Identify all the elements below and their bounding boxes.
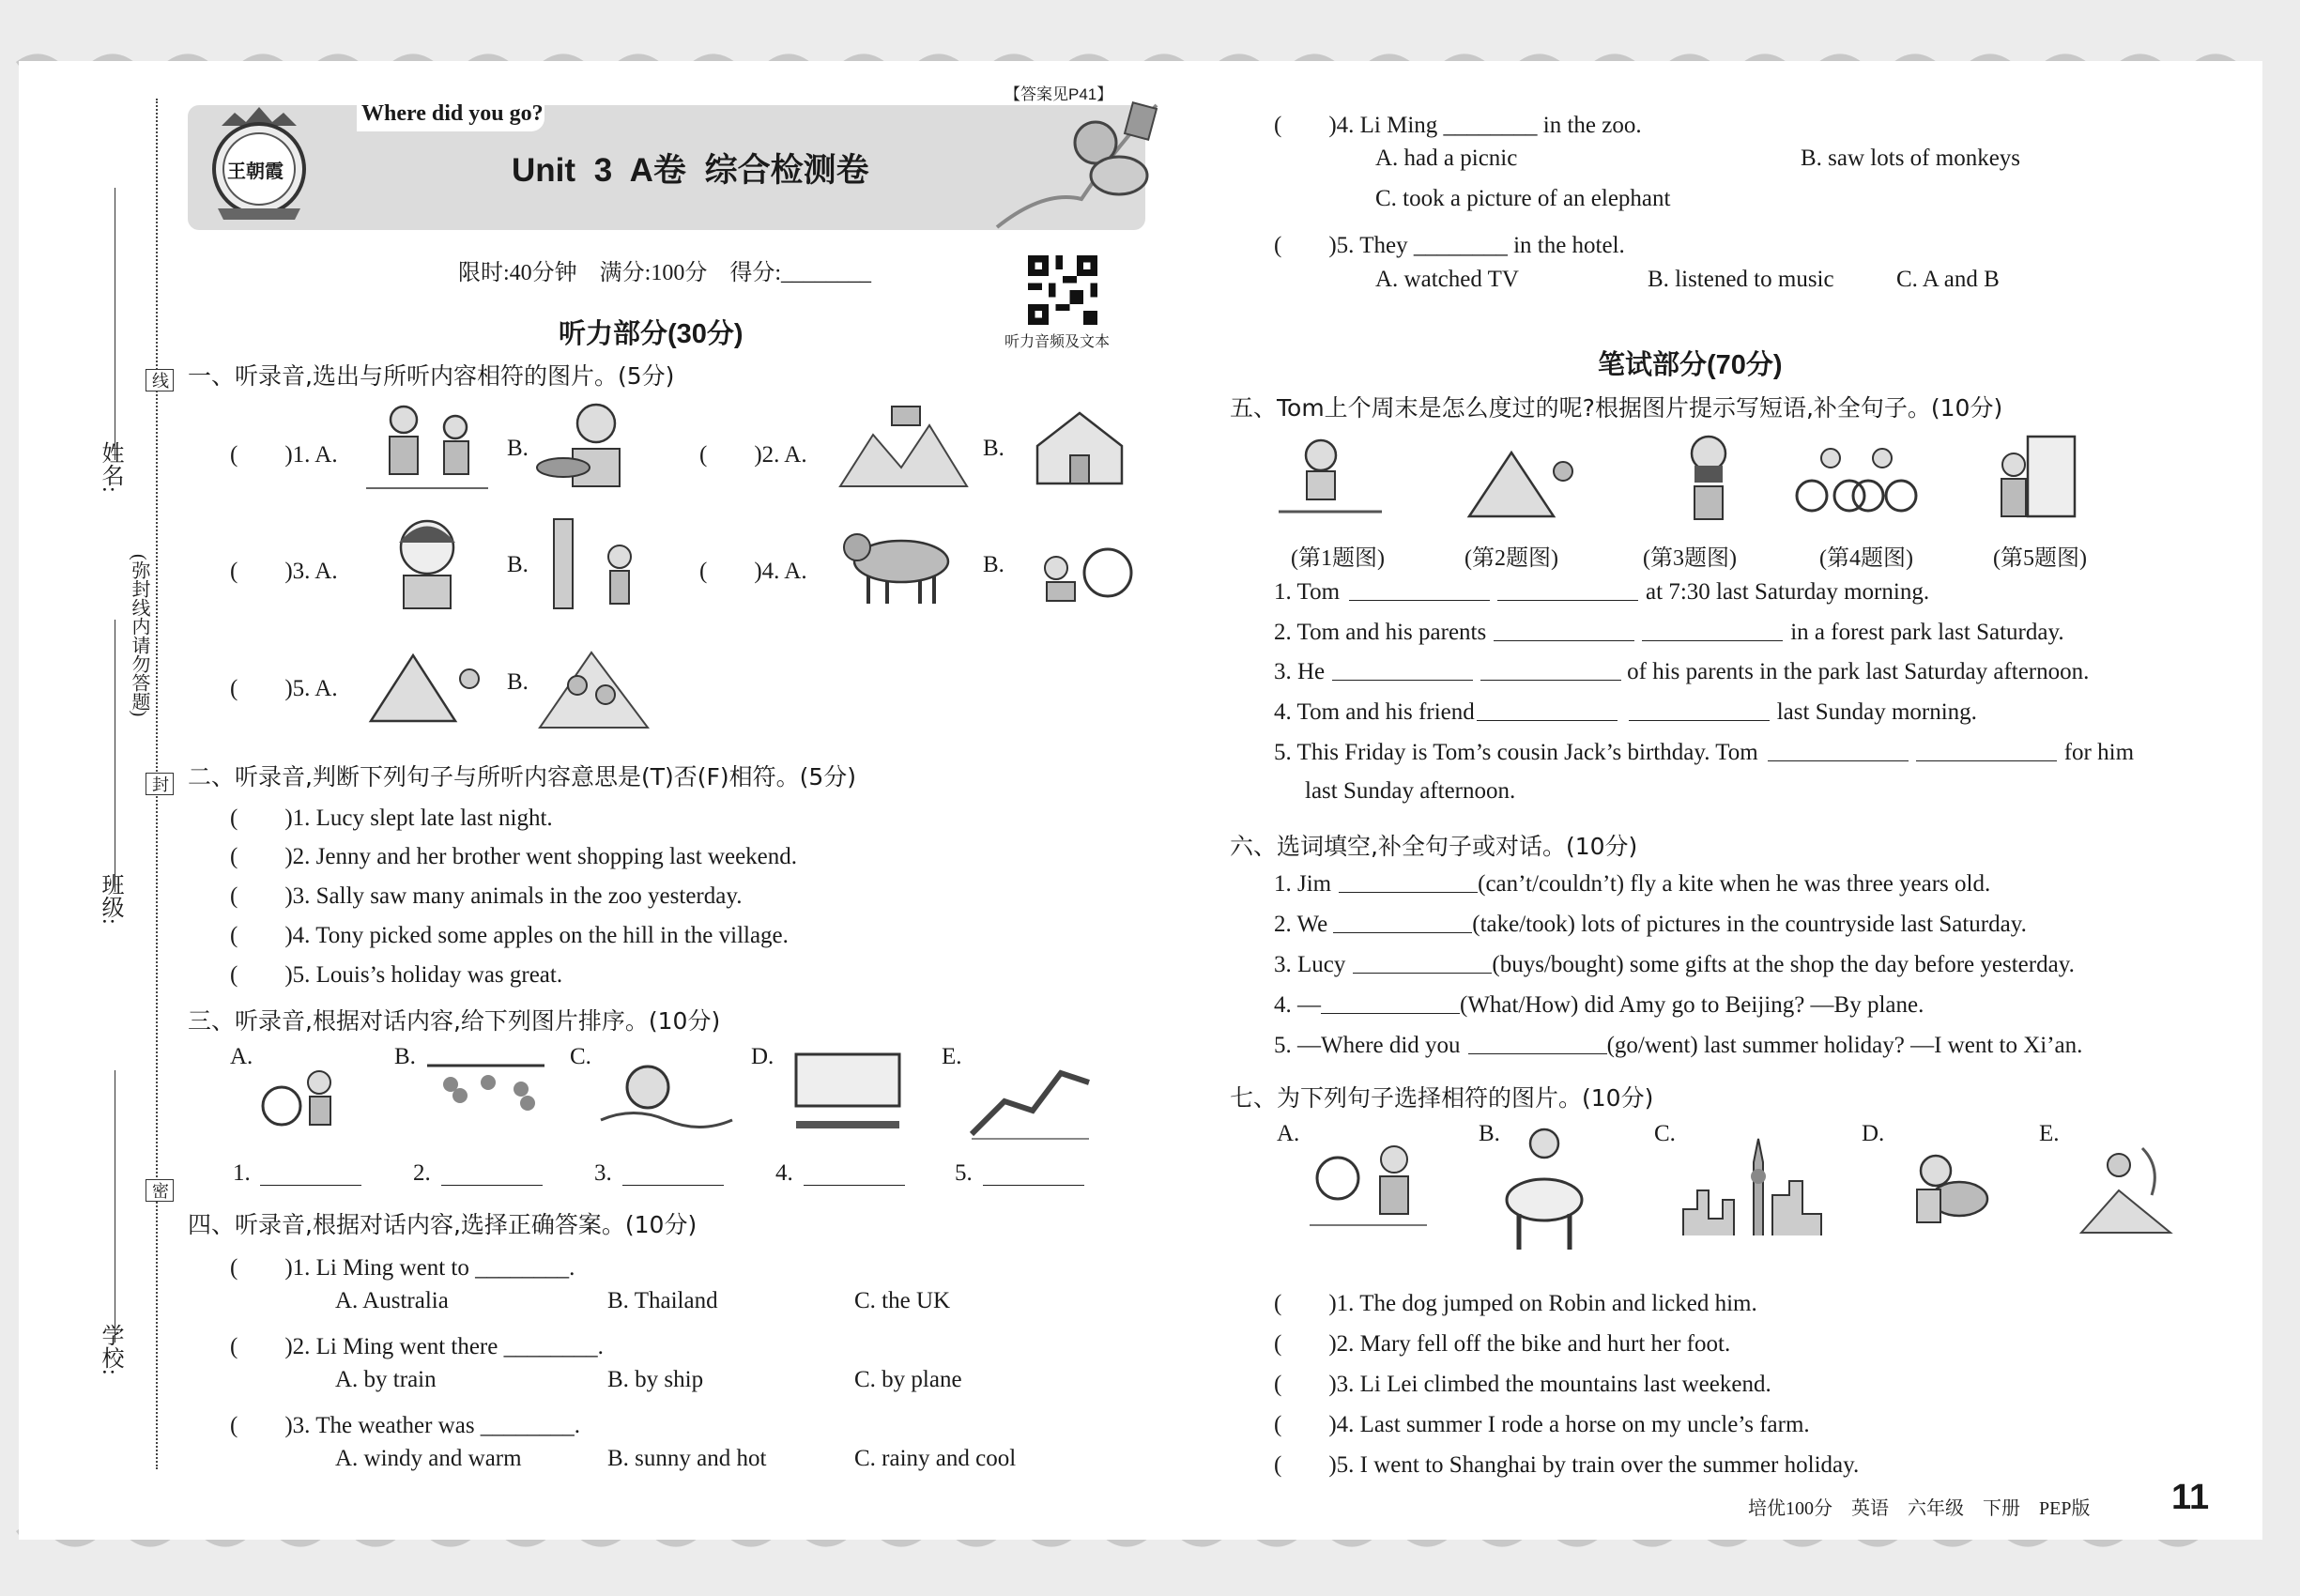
s6-line-2-blank[interactable] xyxy=(1333,910,1472,933)
s5-line-1-blank-b[interactable] xyxy=(1497,577,1638,601)
s6-line-3-blank[interactable] xyxy=(1353,950,1492,974)
s3-letter-c: C. xyxy=(570,1044,591,1069)
s4-q5: ( )5. They ________ in the hotel. xyxy=(1274,233,1625,258)
s5-line-3-pre: 3. He xyxy=(1274,659,1326,684)
s2-item-5: ( )5. Louis’s holiday was great. xyxy=(230,962,563,988)
s4-q1-b: B. Thailand xyxy=(607,1288,718,1313)
s5-caption-1: (第1题图) xyxy=(1291,546,1385,571)
s7-pic-b-horse-riding xyxy=(1493,1125,1601,1254)
section-2-title: 二、听录音,判断下列句子与所听内容意思是(T)否(F)相符。(5分) xyxy=(188,763,857,790)
s5-line-2-post: in a forest park last Saturday. xyxy=(1790,620,2064,645)
s5-line-3 xyxy=(1274,657,2089,685)
s1-item-3-b: B. xyxy=(507,552,529,577)
s4-q3-a: A. windy and warm xyxy=(335,1446,522,1471)
s6-line-5-post: (go/went) last summer holiday? —I went to Xi’an. xyxy=(1606,1033,2083,1058)
s3-blank-3[interactable] xyxy=(622,1185,724,1186)
s3-letter-e: E. xyxy=(942,1044,962,1069)
s5-pic-1-eating xyxy=(1269,432,1391,521)
s3-blank-4[interactable] xyxy=(804,1185,905,1186)
s1-item-4: ( )4. A. xyxy=(699,559,807,584)
section-5-title: 五、Tom上个周末是怎么度过的呢?根据图片提示写短语,补全句子。(10分) xyxy=(1230,394,2003,422)
s5-line-2-pre: 2. Tom and his parents xyxy=(1274,620,1487,645)
s1-pic-2b-house xyxy=(1019,399,1141,493)
exam-meta: 限时:40分钟 满分:100分 得分:________ xyxy=(458,261,872,285)
s3-num-3: 3. xyxy=(594,1160,612,1186)
s4-q1-c: C. the UK xyxy=(854,1288,951,1313)
s4-q3-c: C. rainy and cool xyxy=(854,1446,1017,1471)
s5-line-1-pre: 1. Tom xyxy=(1274,579,1341,605)
s6-line-1 xyxy=(1274,869,1990,898)
s7-letter-d: D. xyxy=(1862,1121,1885,1146)
s5-line-3-blank-a[interactable] xyxy=(1332,657,1473,681)
s1-item-1: ( )1. A. xyxy=(230,442,338,468)
s1-item-4-b: B. xyxy=(983,552,1004,577)
writing-heading: 笔试部分(70分) xyxy=(1598,350,1783,380)
s7-letter-a: A. xyxy=(1277,1121,1300,1146)
s5-line-3-post: of his parents in the park last Saturday afternoon. xyxy=(1627,659,2090,684)
s4-q5-b: B. listened to music xyxy=(1648,267,1834,292)
qr-code-icon xyxy=(1028,255,1097,325)
s3-letter-b: B. xyxy=(394,1044,416,1069)
listening-heading: 听力部分(30分) xyxy=(559,319,744,349)
s5-line-5-blank-b[interactable] xyxy=(1916,738,2057,761)
s6-line-2 xyxy=(1274,910,2027,938)
s5-caption-3: (第3题图) xyxy=(1643,546,1737,571)
s7-pic-d-dog-licking xyxy=(1898,1147,2000,1232)
s1-pic-4b-bike-fall xyxy=(1019,530,1145,610)
s7-item-5: ( )5. I went to Shanghai by train over the summer holiday. xyxy=(1274,1452,1860,1478)
s7-item-2: ( )2. Mary fell off the bike and hurt her foot. xyxy=(1274,1331,1731,1357)
s6-line-2-post: (take/took) lots of pictures in the countryside last Saturday. xyxy=(1472,912,2027,937)
s3-letter-d: D. xyxy=(751,1044,774,1069)
s6-line-2-pre: 2. We xyxy=(1274,912,1328,937)
s1-pic-2a-village xyxy=(836,397,972,494)
s1-pic-1b-cooking xyxy=(530,397,643,496)
s1-item-3: ( )3. A. xyxy=(230,559,338,584)
s4-q4: ( )4. Li Ming ________ in the zoo. xyxy=(1274,113,1642,138)
s5-line-5-cont: last Sunday afternoon. xyxy=(1305,778,1516,804)
qr-caption: 听力音频及文本 xyxy=(1004,334,1111,350)
margin-school-label: 学校: xyxy=(98,1324,122,1375)
s4-q2-c: C. by plane xyxy=(854,1367,962,1392)
s4-q4-c: C. took a picture of an elephant xyxy=(1375,186,1671,211)
s3-pic-b-grapes xyxy=(422,1056,549,1136)
s3-pic-d-cinema xyxy=(787,1050,909,1139)
footer-series: 培优100分 英语 六年级 下册 PEP版 xyxy=(1748,1498,2091,1519)
s1-pic-5b-hiking xyxy=(535,638,652,732)
page-number: 11 xyxy=(2171,1478,2210,1517)
s1-item-2: ( )2. A. xyxy=(699,442,807,468)
s5-line-5-pre: 5. This Friday is Tom’s cousin Jack’s birthday. Tom xyxy=(1274,740,1758,765)
publisher-logo xyxy=(208,103,310,223)
s1-item-5: ( )5. A. xyxy=(230,676,338,701)
seal-mark-line: 线 xyxy=(146,369,174,391)
s6-line-3-post: (buys/bought) some gifts at the shop the day before yesterday. xyxy=(1492,952,2075,977)
s2-item-4: ( )4. Tony picked some apples on the hill in the village. xyxy=(230,923,789,948)
s1-pic-1a-family xyxy=(361,399,493,493)
s6-line-4-pre: 4. — xyxy=(1274,992,1321,1018)
s5-caption-2: (第2题图) xyxy=(1464,546,1558,571)
seal-mark-seal: 封 xyxy=(146,773,174,795)
s4-q4-a: A. had a picnic xyxy=(1375,146,1518,171)
section-6-title: 六、选词填空,补全句子或对话。(10分) xyxy=(1230,833,1638,860)
s7-letter-c: C. xyxy=(1654,1121,1676,1146)
s6-line-1-blank[interactable] xyxy=(1339,869,1478,893)
s7-pic-e-climbing xyxy=(2077,1139,2180,1237)
s1-pic-3b-boys xyxy=(540,514,657,613)
s6-line-5 xyxy=(1274,1031,2082,1059)
s6-line-4-post: (What/How) did Amy go to Beijing? —By plane. xyxy=(1460,992,1924,1018)
s6-line-1-post: (can’t/couldn’t) fly a kite when he was three years old. xyxy=(1478,871,1991,897)
s3-blank-2[interactable] xyxy=(441,1185,543,1186)
s7-letter-e: E. xyxy=(2039,1121,2060,1146)
s3-num-4: 4. xyxy=(775,1160,793,1186)
logo-text: 王朝霞 xyxy=(227,161,284,182)
s5-line-2-blank-a[interactable] xyxy=(1494,618,1634,641)
answer-reference: 【答案见P41】 xyxy=(1004,85,1113,103)
s2-item-3: ( )3. Sally saw many animals in the zoo yesterday. xyxy=(230,883,743,909)
s3-pic-e-great-wall xyxy=(967,1050,1094,1143)
s4-q1-a: A. Australia xyxy=(335,1288,449,1313)
s6-line-3 xyxy=(1274,950,2075,978)
s5-line-5 xyxy=(1274,738,2134,766)
s5-line-5-post: for him xyxy=(2063,740,2135,765)
s1-pic-4a-horse xyxy=(831,519,972,608)
s4-q1: ( )1. Li Ming went to ________. xyxy=(230,1255,575,1281)
s5-caption-5: (第5题图) xyxy=(1993,546,2087,571)
s3-blank-5[interactable] xyxy=(983,1185,1084,1186)
s5-line-4-pre: 4. Tom and his friend xyxy=(1274,699,1475,725)
s1-pic-3a-girl xyxy=(376,514,479,613)
s1-item-5-b: B. xyxy=(507,669,529,695)
s5-line-1 xyxy=(1274,577,1929,606)
s5-pic-3-camera xyxy=(1662,430,1756,524)
s5-line-5-blank-a[interactable] xyxy=(1768,738,1909,761)
s5-pic-5-gift xyxy=(1990,427,2084,526)
s5-line-1-post: at 7:30 last Saturday morning. xyxy=(1646,579,1930,605)
s3-letter-a: A. xyxy=(230,1044,253,1069)
s5-line-4-blank-b[interactable] xyxy=(1629,698,1770,721)
header-subtitle: Where did you go? xyxy=(361,101,544,126)
s3-pic-a-bike xyxy=(253,1050,357,1139)
s1-pic-5a-tent xyxy=(361,637,493,730)
margin-name-label: 姓名: xyxy=(98,441,122,493)
s5-line-3-blank-b[interactable] xyxy=(1480,657,1621,681)
s6-line-4 xyxy=(1274,990,1924,1019)
s5-line-4-post: last Sunday morning. xyxy=(1776,699,1977,725)
s4-q2: ( )2. Li Ming went there ________. xyxy=(230,1334,604,1359)
header-rabbit-illustration xyxy=(988,86,1166,232)
s6-line-1-pre: 1. Jim xyxy=(1274,871,1332,897)
s7-letter-b: B. xyxy=(1479,1121,1500,1146)
s7-item-4: ( )4. Last summer I rode a horse on my uncle’s farm. xyxy=(1274,1412,1810,1437)
s5-line-1-blank-a[interactable] xyxy=(1349,577,1490,601)
s5-caption-4: (第4题图) xyxy=(1819,546,1913,571)
s3-blank-1[interactable] xyxy=(260,1185,361,1186)
seal-mark-close: 密 xyxy=(146,1179,174,1202)
s1-item-2-b: B. xyxy=(983,436,1004,461)
s1-item-1-b: B. xyxy=(507,436,529,461)
s7-pic-c-shanghai-skyline xyxy=(1679,1134,1833,1239)
s7-pic-a-bike-fall xyxy=(1305,1131,1432,1235)
s4-q3: ( )3. The weather was ________. xyxy=(230,1413,581,1438)
section-4-title: 四、听录音,根据对话内容,选择正确答案。(10分) xyxy=(188,1211,698,1238)
s5-line-4 xyxy=(1274,698,1977,726)
s4-q2-a: A. by train xyxy=(335,1367,437,1392)
s6-line-4-blank[interactable] xyxy=(1321,990,1460,1014)
s6-line-5-blank[interactable] xyxy=(1468,1031,1607,1054)
s4-q3-b: B. sunny and hot xyxy=(607,1446,767,1471)
s3-pic-c-swimming xyxy=(596,1050,737,1139)
s7-item-3: ( )3. Li Lei climbed the mountains last weekend. xyxy=(1274,1372,1771,1397)
s5-pic-2-tent xyxy=(1460,434,1582,523)
s2-item-2: ( )2. Jenny and her brother went shopping last weekend. xyxy=(230,844,798,869)
section-1-title: 一、听录音,选出与所听内容相符的图片。(5分) xyxy=(188,362,675,390)
s4-q2-b: B. by ship xyxy=(607,1367,704,1392)
s4-q5-c: C. A and B xyxy=(1896,267,2000,292)
s5-line-4-blank-a[interactable] xyxy=(1477,698,1618,721)
section-7-title: 七、为下列句子选择相符的图片。(10分) xyxy=(1230,1084,1654,1112)
s3-num-5: 5. xyxy=(955,1160,973,1186)
s6-line-3-pre: 3. Lucy xyxy=(1274,952,1346,977)
s4-q5-a: A. watched TV xyxy=(1375,267,1519,292)
margin-class-label: 班级: xyxy=(98,873,122,925)
s2-item-1: ( )1. Lucy slept late last night. xyxy=(230,806,553,831)
section-3-title: 三、听录音,根据对话内容,给下列图片排序。(10分) xyxy=(188,1007,721,1035)
seal-note: (弥封线内请勿答题) xyxy=(129,554,149,717)
s6-line-5-pre: 5. —Where did you xyxy=(1274,1033,1461,1058)
s5-pic-4-cycling xyxy=(1788,441,1920,516)
s5-line-2 xyxy=(1274,618,2064,646)
s5-line-2-blank-b[interactable] xyxy=(1642,618,1783,641)
s7-item-1: ( )1. The dog jumped on Robin and licked him. xyxy=(1274,1291,1757,1316)
s3-num-2: 2. xyxy=(413,1160,431,1186)
header-title: Unit 3 A卷 综合检测卷 xyxy=(512,152,869,189)
s3-num-1: 1. xyxy=(233,1160,251,1186)
s4-q4-b: B. saw lots of monkeys xyxy=(1801,146,2021,171)
